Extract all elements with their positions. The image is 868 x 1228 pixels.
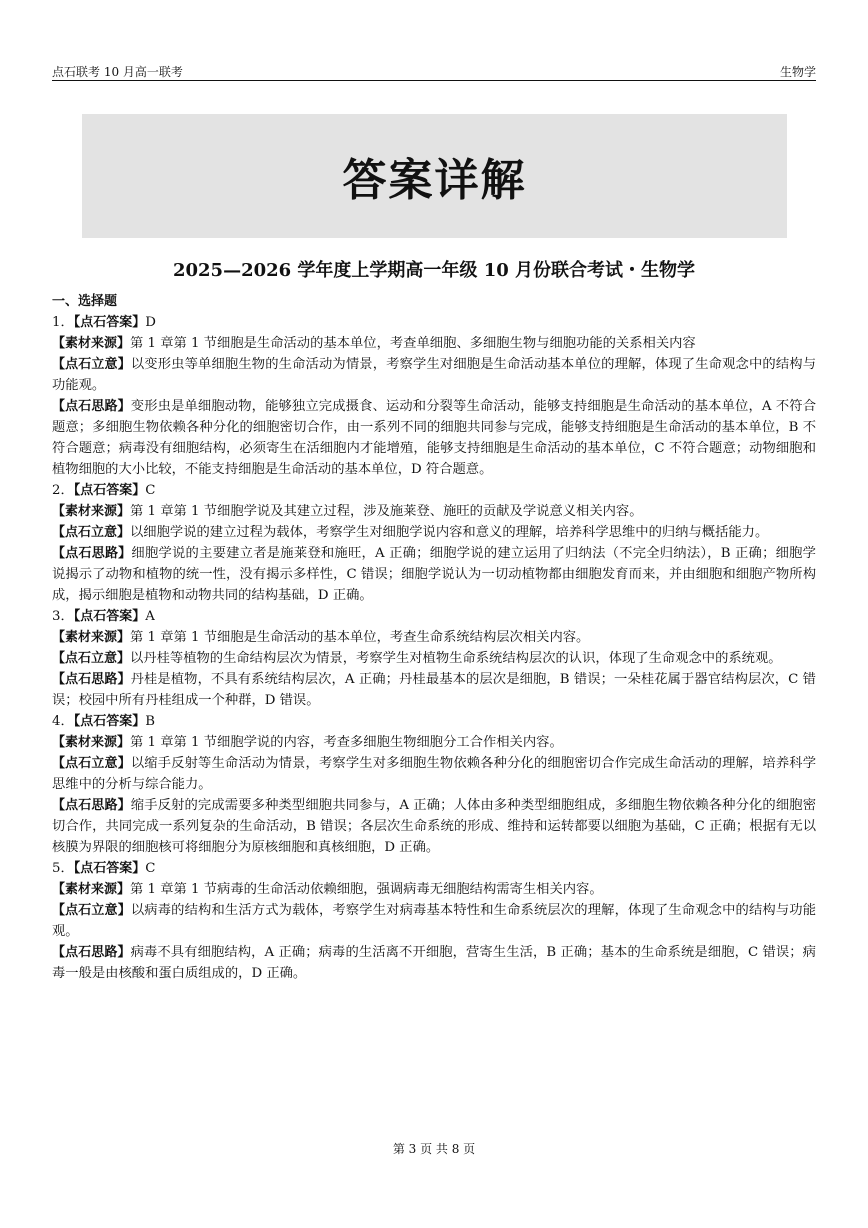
idea-text: 丹桂是植物，不具有系统结构层次，A 正确；丹桂最基本的层次是细胞，B 错误；一朵桂花属于器官结构层次，C 错误；校园中所有丹桂组成一个种群，D 错误。 (52, 672, 816, 708)
source-text: 第 1 章第 1 节病毒的生命活动依赖细胞，强调病毒无细胞结构需寄生相关内容。 (130, 882, 603, 897)
source-tag: 【素材来源】 (52, 504, 131, 519)
question-block (52, 606, 816, 711)
answer-tag: 【点石答案】 (73, 483, 146, 498)
question-answer-line (52, 480, 816, 501)
answer-value: C (145, 861, 156, 876)
answer-value: B (145, 714, 156, 729)
idea-line (52, 942, 816, 984)
section-heading: 一、选择题 (52, 294, 118, 309)
question-number: 2． (52, 483, 74, 498)
intent-tag: 【点石立意】 (52, 651, 131, 666)
source-text: 第 1 章第 1 节细胞学说及其建立过程，涉及施莱登、施旺的贡献及学说意义相关内容。 (130, 504, 643, 519)
idea-tag: 【点石思路】 (52, 399, 131, 414)
idea-line (52, 396, 816, 480)
source-text: 第 1 章第 1 节细胞是生命活动的基本单位，考查生命系统结构层次相关内容。 (130, 630, 590, 645)
source-line (52, 732, 816, 753)
intent-text: 以变形虫等单细胞生物的生命活动为情景，考察学生对细胞是生命活动基本单位的理解，体现了生命观念中的结构与功能观。 (52, 357, 816, 393)
source-text: 第 1 章第 1 节细胞是生命活动的基本单位，考查单细胞、多细胞生物与细胞功能的关系相关内容 (130, 336, 696, 351)
idea-text: 缩手反射的完成需要多种类型细胞共同参与，A 正确；人体由多种类型细胞组成，多细胞生物依赖各种分化的细胞密切合作，共同完成一系列复杂的生命活动，B 错误；各层次生命系统的形成、维持和运转都要以细胞为基础，C 正确；根据有无以核膜为界限的细胞核可将细胞分为原核细胞和真核细胞，D 正确。 (52, 798, 816, 855)
question-answer-line (52, 312, 816, 333)
question-answer-line (52, 711, 816, 732)
intent-tag: 【点石立意】 (52, 756, 131, 771)
intent-text: 以丹桂等植物的生命结构层次为情景，考察学生对植物生命系统结构层次的认识，体现了生命观念中的系统观。 (130, 651, 782, 666)
answer-tag: 【点石答案】 (73, 609, 146, 624)
answer-value: A (145, 609, 155, 624)
intent-line (52, 900, 816, 942)
intent-text: 以病毒的结构和生活方式为载体，考察学生对病毒基本特性和生命系统层次的理解，体现了生命观念中的结构与功能观。 (52, 903, 816, 939)
source-tag: 【素材来源】 (52, 882, 131, 897)
banner-title: 答案详解 (342, 155, 527, 206)
intent-text: 以缩手反射等生命活动为情景，考察学生对多细胞生物依赖各种分化的细胞密切合作完成生命活动的理解，培养科学思维中的分析与综合能力。 (52, 756, 816, 792)
intent-tag: 【点石立意】 (52, 525, 131, 540)
question-block (52, 858, 816, 984)
question-block (52, 312, 816, 480)
idea-tag: 【点石思路】 (52, 546, 132, 561)
header-exam-name: 点石联考 10 月高一联考 (52, 65, 183, 79)
page-header (52, 60, 816, 81)
source-line (52, 879, 816, 900)
idea-text: 病毒不具有细胞结构，A 正确；病毒的生活离不开细胞，营寄生生活，B 正确；基本的生命系统是细胞，C 错误；病毒一般是由核酸和蛋白质组成的，D 正确。 (52, 945, 816, 981)
intent-text: 以细胞学说的建立过程为载体，考察学生对细胞学说内容和意义的理解，培养科学思维中的归纳与概括能力。 (130, 525, 769, 540)
idea-text: 细胞学说的主要建立者是施莱登和施旺，A 正确；细胞学说的建立运用了归纳法（不完全归纳法），B 正确；细胞学说揭示了动物和植物的统一性，没有揭示多样性，C 错误；细胞学说认为一切动植物都由细胞发育而来，并由细胞和细胞产物所构成，揭示细胞是植物和动物共同的结构基础，D 正确。 (52, 546, 816, 603)
answer-content (52, 291, 816, 984)
idea-tag: 【点石思路】 (52, 798, 131, 813)
answer-value: C (145, 483, 156, 498)
idea-tag: 【点石思路】 (52, 945, 131, 960)
question-block (52, 711, 816, 858)
question-number: 3． (52, 609, 74, 624)
source-text: 第 1 章第 1 节细胞学说的内容，考查多细胞生物细胞分工合作相关内容。 (130, 735, 563, 750)
answer-value: D (145, 315, 156, 330)
answer-tag: 【点石答案】 (73, 315, 146, 330)
source-tag: 【素材来源】 (52, 735, 131, 750)
intent-line (52, 522, 816, 543)
intent-line (52, 354, 816, 396)
idea-line (52, 543, 816, 606)
idea-text: 变形虫是单细胞动物，能够独立完成摄食、运动和分裂等生命活动，能够支持细胞是生命活动的基本单位，A 不符合题意；多细胞生物依赖各种分化的细胞密切合作，由一系列不同的细胞共同参与完成，能够支持细胞是生命活动的基本单位，B 不符合题意；病毒没有细胞结构，必须寄生在活细胞内才能增殖，能够支持细胞是生命活动的基本单位，C 不符合题意；动物细胞和植物细胞的大小比较，不能支持细胞是生命活动的基本单位，D 符合题意。 (52, 399, 816, 477)
intent-line (52, 753, 816, 795)
idea-line (52, 669, 816, 711)
source-line (52, 333, 816, 354)
page-footer: 第 3 页 共 8 页 (392, 1142, 476, 1156)
question-number: 5． (52, 861, 74, 876)
intent-line (52, 648, 816, 669)
answer-tag: 【点石答案】 (73, 861, 146, 876)
title-banner (82, 114, 787, 238)
idea-tag: 【点石思路】 (52, 672, 131, 687)
source-tag: 【素材来源】 (52, 630, 131, 645)
question-number: 4． (52, 714, 74, 729)
intent-tag: 【点石立意】 (52, 357, 131, 372)
question-number: 1． (52, 315, 74, 330)
question-answer-line (52, 858, 816, 879)
idea-line (52, 795, 816, 858)
question-answer-line (52, 606, 816, 627)
question-block (52, 480, 816, 606)
answer-tag: 【点石答案】 (73, 714, 146, 729)
source-line (52, 501, 816, 522)
source-line (52, 627, 816, 648)
source-tag: 【素材来源】 (52, 336, 131, 351)
intent-tag: 【点石立意】 (52, 903, 131, 918)
header-subject: 生物学 (779, 65, 816, 79)
exam-title: 2025—2026 学年度上学期高一年级 10 月份联合考试・生物学 (172, 260, 696, 281)
